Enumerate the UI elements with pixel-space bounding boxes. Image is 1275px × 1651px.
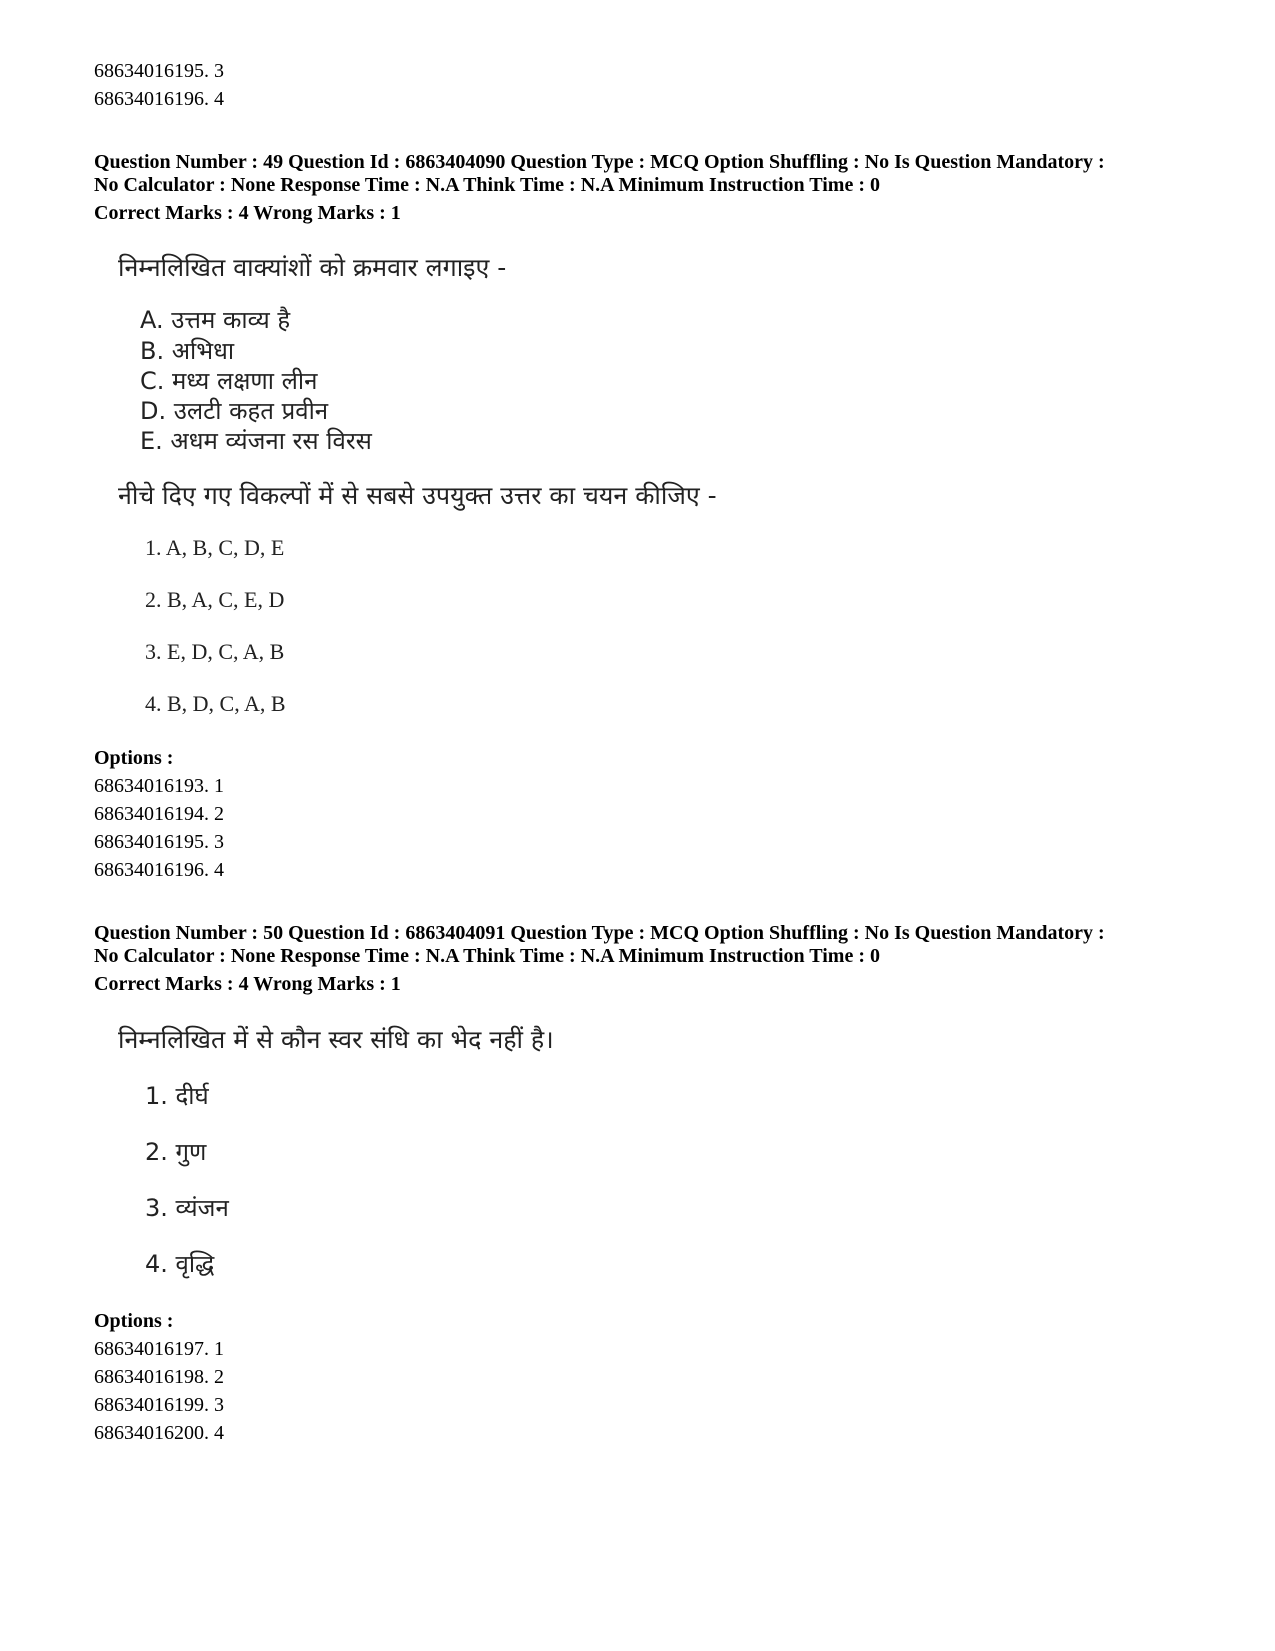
q49-marks: Correct Marks : 4 Wrong Marks : 1: [94, 202, 401, 224]
q50-choice: 3. व्यंजन: [145, 1194, 229, 1222]
option-line: 68634016200. 4: [94, 1422, 224, 1444]
q50-choice: 4. वृद्धि: [145, 1250, 215, 1278]
q49-choice: 3. E, D, C, A, B: [145, 639, 285, 664]
option-line: 68634016194. 2: [94, 803, 224, 825]
option-line: 68634016195. 3: [94, 831, 224, 853]
option-line: 68634016196. 4: [94, 88, 224, 110]
q50-choice: 1. दीर्घ: [145, 1082, 209, 1110]
q49-item: D. उलटी कहत प्रवीन: [140, 397, 329, 425]
q50-question-stem: निम्नलिखित में से कौन स्वर संधि का भेद नहीं है।: [118, 1025, 554, 1054]
q49-instruction: नीचे दिए गए विकल्पों में से सबसे उपयुक्त उत्तर का चयन कीजिए -: [118, 481, 717, 510]
option-line: 68634016198. 2: [94, 1366, 224, 1388]
q50-meta-line2: No Calculator : None Response Time : N.A Think Time : N.A Minimum Instruction Time : 0: [94, 945, 880, 967]
q49-item: A. उत्तम काव्य है: [140, 306, 291, 334]
q49-item: B. अभिधा: [140, 337, 235, 365]
q49-choice: 4. B, D, C, A, B: [145, 691, 286, 716]
option-line: 68634016197. 1: [94, 1338, 224, 1360]
q50-choice: 2. गुण: [145, 1138, 207, 1166]
q49-meta-line2: No Calculator : None Response Time : N.A Think Time : N.A Minimum Instruction Time : 0: [94, 174, 880, 196]
q49-question-stem: निम्नलिखित वाक्यांशों को क्रमवार लगाइए -: [118, 253, 507, 282]
q49-meta-line1: Question Number : 49 Question Id : 6863404090 Question Type : MCQ Option Shuffling : No Is Question Mandatory :: [94, 151, 1105, 173]
q49-choice: 1. A, B, C, D, E: [145, 535, 285, 560]
option-line: 68634016199. 3: [94, 1394, 224, 1416]
q50-meta-line1: Question Number : 50 Question Id : 6863404091 Question Type : MCQ Option Shuffling : No Is Question Mandatory :: [94, 922, 1105, 944]
option-line: 68634016195. 3: [94, 60, 224, 82]
q49-item: E. अधम व्यंजना रस विरस: [140, 427, 372, 455]
option-line: 68634016193. 1: [94, 775, 224, 797]
q49-item: C. मध्य लक्षणा लीन: [140, 367, 318, 395]
q50-options-label: Options :: [94, 1310, 174, 1332]
option-line: 68634016196. 4: [94, 859, 224, 881]
q49-options-label: Options :: [94, 747, 174, 769]
q50-marks: Correct Marks : 4 Wrong Marks : 1: [94, 973, 401, 995]
q49-choice: 2. B, A, C, E, D: [145, 587, 285, 612]
